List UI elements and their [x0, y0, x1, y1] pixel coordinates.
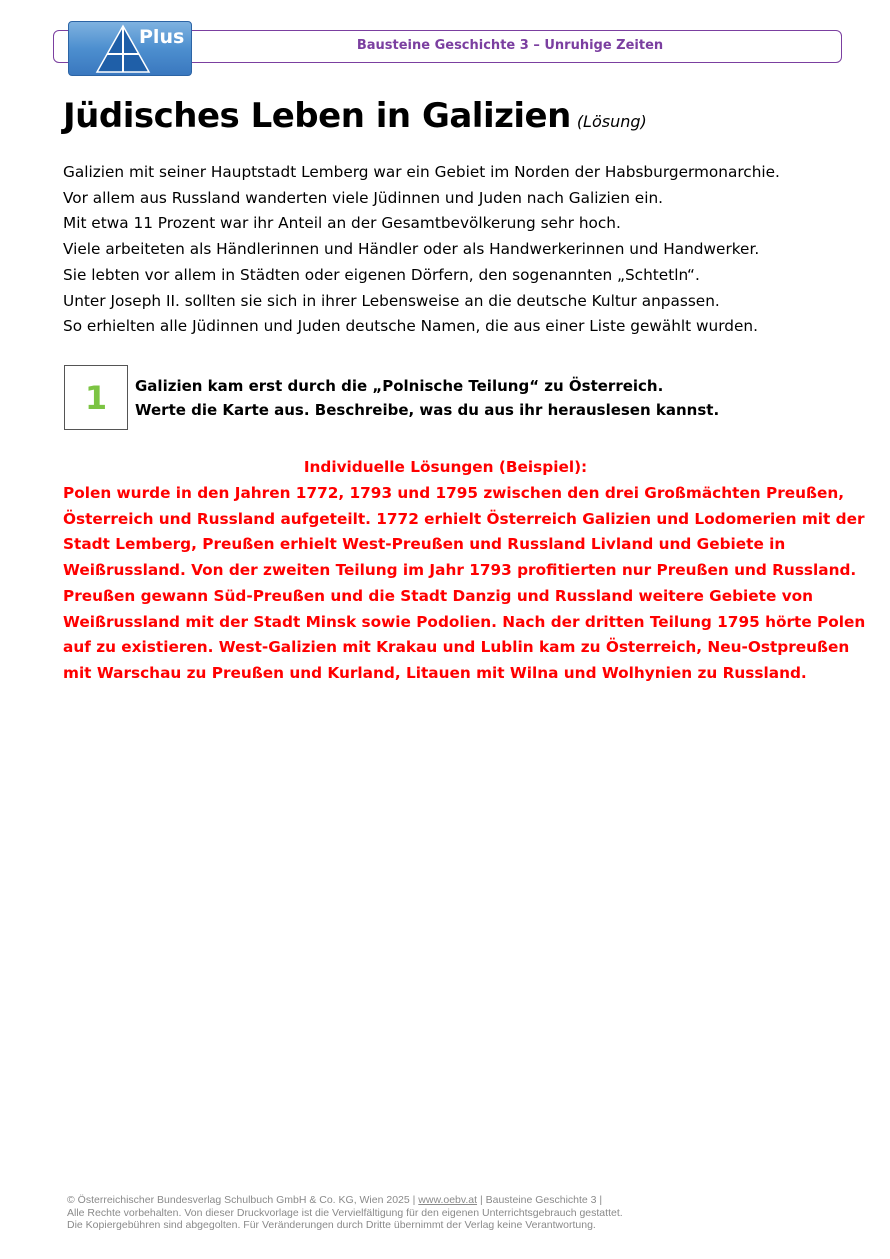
solution-line: Polen wurde in den Jahren 1772, 1793 und 1795 zwischen den drei Großmächten Preußen, — [63, 484, 845, 502]
intro-line: Unter Joseph II. sollten sie sich in ihrer Lebensweise an die deutsche Kultur anpassen. — [63, 291, 720, 310]
footer-line-1 — [67, 1194, 623, 1207]
intro-line: So erhielten alle Jüdinnen und Juden deutsche Namen, die aus einer Liste gewählt wurden. — [63, 317, 758, 336]
series-title: Bausteine Geschichte 3 – Unruhige Zeiten — [356, 38, 664, 53]
task-instructions — [135, 374, 719, 422]
intro-text — [63, 160, 843, 340]
footer-series: | Bausteine Geschichte 3 | — [477, 1194, 603, 1206]
title-main: Jüdisches Leben in Galizien — [63, 96, 571, 136]
intro-line: Viele arbeiteten als Händlerinnen und Händler oder als Handwerkerinnen und Handwerker. — [63, 240, 760, 259]
footer-publisher: © Österreichischer Bundesverlag Schulbuch GmbH & Co. KG, Wien 2025 | — [67, 1194, 419, 1206]
solution-line: auf zu existieren. West-Galizien mit Krakau und Lublin kam zu Österreich, Neu-Ostpreußen — [63, 638, 850, 657]
solution-line: Weißrussland mit der Stadt Minsk sowie Podolien. Nach der dritten Teilung 1795 hörte Polen — [63, 612, 866, 631]
task-number-box — [64, 365, 128, 430]
intro-line: Mit etwa 11 Prozent war ihr Anteil an der Gesamtbevölkerung sehr hoch. — [63, 214, 621, 233]
solution-line: Stadt Lemberg, Preußen erhielt West-Preußen und Russland Livland und Gebiete in — [63, 535, 786, 554]
task-line: Galizien kam erst durch die „Polnische Teilung“ zu Österreich. — [135, 377, 664, 395]
title-subtitle: (Lösung) — [576, 112, 647, 131]
solution-line: Weißrussland. Von der zweiten Teilung im Jahr 1793 profitierten nur Preußen und Russland. — [63, 561, 857, 580]
plus-logo — [68, 21, 192, 76]
intro-line: Sie lebten vor allem in Städten oder eigenen Dörfern, den sogenannten „Schtetln“. — [63, 265, 700, 284]
footer-line-2: Alle Rechte vorbehalten. Von dieser Druckvorlage ist die Vervielfältigung für den eigenen Unterrichtsgebrauch gestattet. — [67, 1206, 623, 1219]
intro-line: Galizien mit seiner Hauptstadt Lemberg war ein Gebiet im Norden der Habsburgermonarchie. — [63, 163, 780, 181]
intro-line: Vor allem aus Russland wanderten viele Jüdinnen und Juden nach Galizien ein. — [63, 188, 663, 207]
solution-line: mit Warschau zu Preußen und Kurland, Litauen mit Wilna und Wolhynien zu Russland. — [63, 663, 807, 682]
logo-text: Plus — [139, 26, 185, 48]
copyright-footer — [67, 1194, 623, 1232]
solution-line: Österreich und Russland aufgeteilt. 1772 erhielt Österreich Galizien und Lodomerien mit der — [63, 509, 865, 528]
solution-text — [63, 481, 866, 687]
solution-line: Preußen gewann Süd-Preußen und die Stadt Danzig und Russland weitere Gebiete von — [63, 586, 814, 605]
solution-heading: Individuelle Lösungen (Beispiel): — [303, 458, 588, 476]
publisher-link[interactable]: www.oebv.at — [418, 1194, 478, 1206]
task-number: 1 — [84, 378, 108, 417]
page-title — [63, 96, 647, 136]
task-line: Werte die Karte aus. Beschreibe, was du aus ihr herauslesen kannst. — [135, 401, 720, 419]
footer-line-3: Die Kopiergebühren sind abgegolten. Für Veränderungen durch Dritte übernimmt der Verlag keine Verantwortung. — [67, 1219, 596, 1231]
